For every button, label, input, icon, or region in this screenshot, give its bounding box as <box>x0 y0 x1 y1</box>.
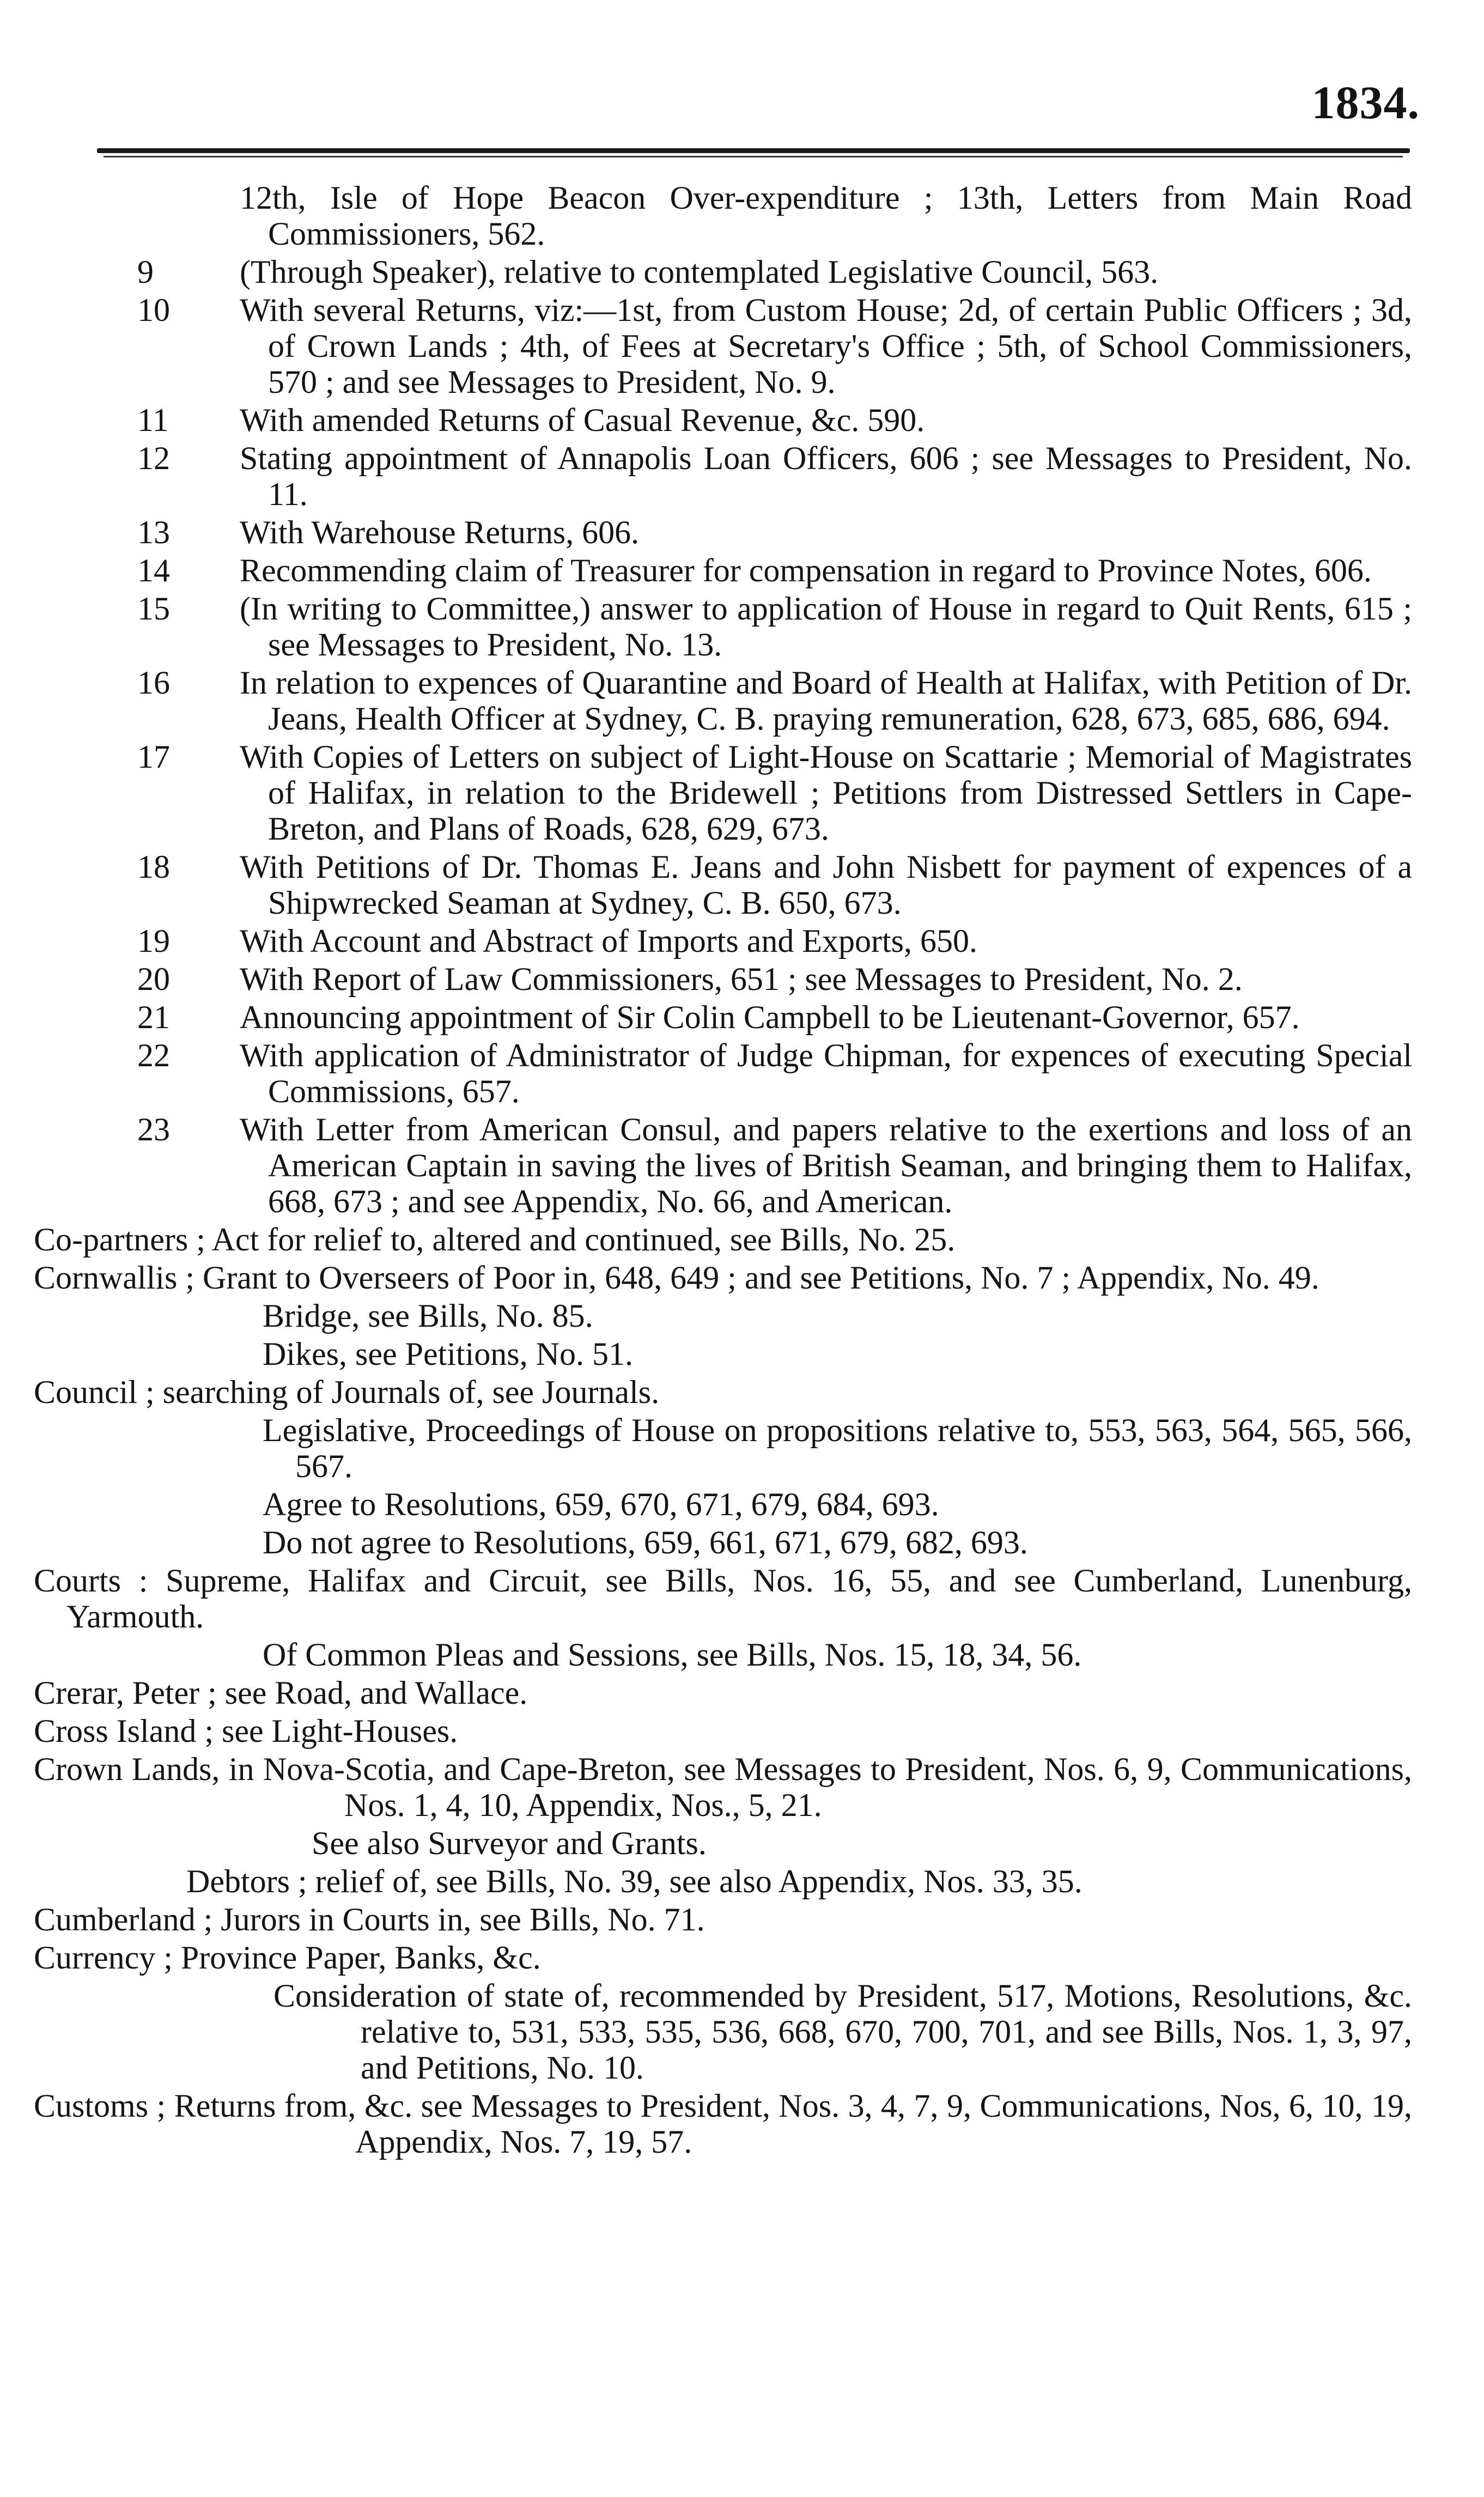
message-entry-13: 13 With Warehouse Returns, 606. <box>137 514 640 550</box>
index-subentry-donot-agree: Do not agree to Resolutions, 659, 661, 671, 679, 682, 693. <box>263 1524 1028 1560</box>
message-entry-16: 16 In relation to expences of Quarantine and Board of Health at Halifax, with Petition of Dr. Jeans, Health Officer at Sydney, C. B. praying remuneration, 628, 673, 685, 686, 694. <box>137 665 1412 737</box>
header-rule <box>97 148 1410 153</box>
index-entry-copartners: Co-partners ; Act for relief to, altered and continued, see Bills, No. 25. <box>34 1222 956 1257</box>
entry-continuation: 12th, Isle of Hope Beacon Over-expenditure ; 13th, Letters from Main Road Commissioners, 562. <box>240 180 1412 252</box>
index-subentry-dikes: Dikes, see Petitions, No. 51. <box>263 1336 633 1372</box>
message-entry-22: 22 With application of Administrator of Judge Chipman, for expences of executing Special Commissions, 657. <box>137 1037 1412 1109</box>
message-entry-23: 23 With Letter from American Consul, and papers relative to the exertions and loss of an American Captain in saving the lives of British Seaman, and bringing them to Halifax, 668, 673 ; and see Appendix, No. 66, and American. <box>137 1111 1412 1219</box>
index-entry-cross-island: Cross Island ; see Light-Houses. <box>34 1713 458 1749</box>
index-subentry-common-pleas: Of Common Pleas and Sessions, see Bills, Nos. 15, 18, 34, 56. <box>263 1637 1082 1673</box>
message-entry-21: 21 Announcing appointment of Sir Colin Campbell to be Lieutenant-Governor, 657. <box>137 999 1300 1035</box>
index-entry-crown-lands: Crown Lands, in Nova-Scotia, and Cape-Breton, see Messages to President, Nos. 6, 9, Communications, Nos. 1, 4, 10, Appendix, Nos., 5, 21. <box>34 1751 1412 1823</box>
message-entry-11: 11 With amended Returns of Casual Revenue, &c. 590. <box>137 402 925 438</box>
header-rule-thin <box>104 156 1403 157</box>
index-entry-cumberland: Cumberland ; Jurors in Courts in, see Bills, No. 71. <box>34 1901 705 1937</box>
message-entry-18: 18 With Petitions of Dr. Thomas E. Jeans and John Nisbett for payment of expences of a Shipwrecked Seaman at Sydney, C. B. 650, 673. <box>137 849 1412 921</box>
message-entry-19: 19 With Account and Abstract of Imports and Exports, 650. <box>137 923 978 959</box>
message-entry-12: 12 Stating appointment of Annapolis Loan Officers, 606 ; see Messages to President, No. 11. <box>137 440 1412 512</box>
index-subentry-see-also: See also Surveyor and Grants. <box>312 1825 707 1861</box>
index-entry-council: Council ; searching of Journals of, see Journals. <box>34 1374 660 1410</box>
index-subentry-agree: Agree to Resolutions, 659, 670, 671, 679, 684, 693. <box>263 1486 939 1522</box>
message-entry-15: 15 (In writing to Committee,) answer to application of House in regard to Quit Rents, 615 ; see Messages to President, No. 13. <box>137 591 1412 663</box>
index-subentry-legislative: Legislative, Proceedings of House on propositions relative to, 553, 563, 564, 565, 566, 567. <box>263 1412 1412 1484</box>
page-year: 1834. <box>1311 76 1420 129</box>
message-entry-9: 9 (Through Speaker), relative to contemplated Legislative Council, 563. <box>137 254 1159 290</box>
index-entry-currency: Currency ; Province Paper, Banks, &c. <box>34 1940 541 1976</box>
message-entry-17: 17 With Copies of Letters on subject of Light-House on Scattarie ; Memorial of Magistrates of Halifax, in relation to the Bridewell ; Petitions from Distressed Settlers in Cape-Breton, and Plans of Roads, 628, 629, 673. <box>137 739 1412 847</box>
index-subentry-bridge: Bridge, see Bills, No. 85. <box>263 1298 593 1334</box>
index-body <box>34 180 1412 2162</box>
index-subentry-consideration: Consideration of state of, recommended by President, 517, Motions, Resolutions, &c. relative to, 531, 533, 535, 536, 668, 670, 700, 701, and see Bills, Nos. 1, 3, 97, and Petitions, No. 10. <box>273 1978 1412 2086</box>
index-entry-debtors: Debtors ; relief of, see Bills, No. 39, see also Appendix, Nos. 33, 35. <box>186 1863 1082 1899</box>
index-entry-crerar: Crerar, Peter ; see Road, and Wallace. <box>34 1675 528 1711</box>
index-entry-courts: Courts : Supreme, Halifax and Circuit, see Bills, Nos. 16, 55, and see Cumberland, Lunenburg, Yarmouth. <box>34 1563 1412 1635</box>
index-entry-cornwallis: Cornwallis ; Grant to Overseers of Poor in, 648, 649 ; and see Petitions, No. 7 ; Appendix, No. 49. <box>34 1260 1319 1296</box>
message-entry-20: 20 With Report of Law Commissioners, 651 ; see Messages to President, No. 2. <box>137 961 1243 997</box>
index-entry-customs: Customs ; Returns from, &c. see Messages to President, Nos. 3, 4, 7, 9, Communications, Nos, 6, 10, 19, Appendix, Nos. 7, 19, 57. <box>34 2088 1412 2160</box>
message-entry-14: 14 Recommending claim of Treasurer for compensation in regard to Province Notes, 606. <box>137 552 1372 588</box>
message-entry-10: 10 With several Returns, viz:—1st, from Custom House; 2d, of certain Public Officers ; 3d, of Crown Lands ; 4th, of Fees at Secretary's Office ; 5th, of School Commissioners, 570 ; and see Messages to President, No. 9. <box>137 292 1412 400</box>
